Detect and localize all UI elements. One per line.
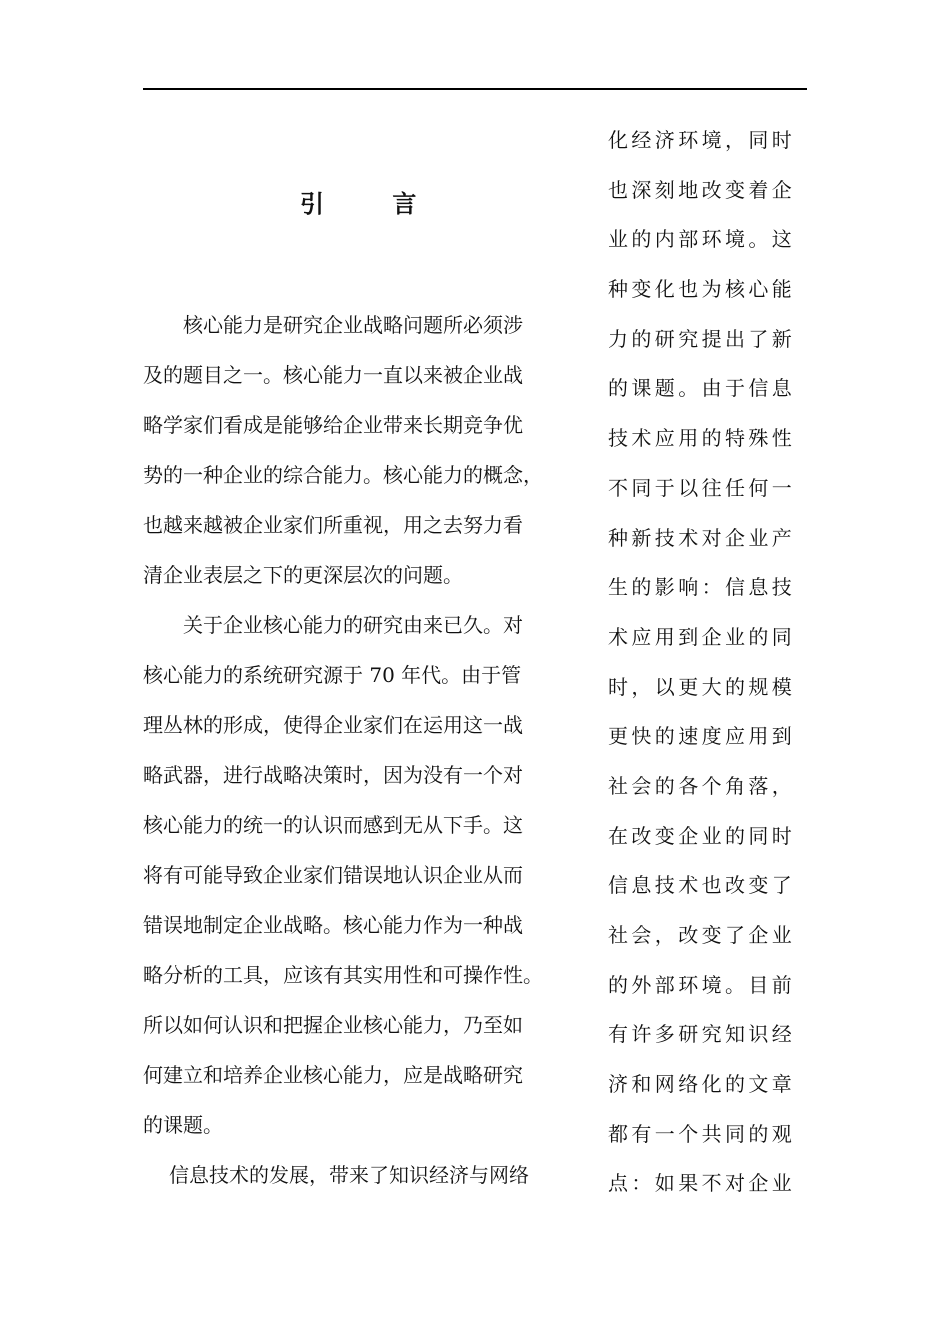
- text-line: 也越来越被企业家们所重视，用之去努力看: [143, 513, 523, 537]
- text-line: 济和网络化的文章: [608, 1072, 796, 1097]
- text-line: 及的题目之一。核心能力一直以来被企业战: [143, 363, 523, 387]
- text-line: 信息技术的发展，带来了知识经济与网络: [169, 1163, 529, 1187]
- text-line: 清企业表层之下的更深层次的问题。: [143, 563, 463, 587]
- text-line: 更快的速度应用到: [608, 724, 796, 749]
- text-line: 略学家们看成是能够给企业带来长期竞争优: [143, 413, 523, 437]
- text-line: 都有一个共同的观: [608, 1121, 796, 1146]
- text-line: 关于企业核心能力的研究由来已久。对: [183, 613, 523, 637]
- text-line: 种变化也为核心能: [608, 277, 796, 302]
- text-line: 点：如果不对企业: [608, 1171, 796, 1196]
- text-line: 技术应用的特殊性: [608, 426, 796, 451]
- text-line: 理丛林的形成，使得企业家们在运用这一战: [143, 713, 523, 737]
- text-line: 业的内部环境。这: [608, 227, 796, 252]
- text-line: 何建立和培养企业核心能力，应是战略研究: [143, 1063, 523, 1087]
- text-line: 种新技术对企业产: [608, 525, 796, 550]
- text-line: 术应用到企业的同: [608, 624, 796, 649]
- text-line: 核心能力的统一的认识而感到无从下手。这: [143, 813, 523, 837]
- right-text-column: [608, 116, 808, 1209]
- text-line: 略分析的工具，应该有其实用性和可操作性。: [143, 963, 543, 987]
- text-line: 核心能力的系统研究源于 70 年代。由于管: [143, 663, 522, 687]
- text-line: 势的一种企业的综合能力。核心能力的概念，: [143, 463, 543, 487]
- left-text-column: [143, 300, 589, 1200]
- paragraph-information-technology: [143, 1150, 589, 1200]
- text-line: 在改变企业的同时: [608, 823, 796, 848]
- paragraph-core-competence: [143, 300, 589, 600]
- text-line: 社会的各个角落，: [608, 773, 796, 798]
- paragraph-research-history: [143, 600, 589, 1150]
- text-line: 不同于以往任何一: [608, 475, 796, 500]
- text-line: 有许多研究知识经: [608, 1022, 796, 1047]
- text-line: 化经济环境，同时: [608, 128, 796, 152]
- text-line: 生的影响：信息技: [608, 575, 796, 600]
- text-line: 核心能力是研究企业战略问题所必须涉: [183, 313, 523, 337]
- text-line: 的课题。由于信息: [608, 376, 796, 401]
- text-line: 错误地制定企业战略。核心能力作为一种战: [143, 913, 523, 937]
- text-line: 也深刻地改变着企: [608, 177, 796, 202]
- text-line: 的课题。: [143, 1113, 223, 1137]
- text-line: 略武器，进行战略决策时，因为没有一个对: [143, 763, 523, 787]
- page-title: 引 言: [300, 189, 447, 218]
- text-line: 所以如何认识和把握企业核心能力，乃至如: [143, 1013, 523, 1037]
- text-line: 力的研究提出了新: [608, 326, 796, 351]
- text-line: 时，以更大的规模: [608, 674, 796, 699]
- text-line: 将有可能导致企业家们错误地认识企业从而: [143, 863, 523, 887]
- text-line: 的外部环境。目前: [608, 972, 796, 997]
- text-line: 社会，改变了企业: [608, 923, 796, 947]
- header-rule: [143, 88, 807, 90]
- text-line: 信息技术也改变了: [608, 873, 796, 898]
